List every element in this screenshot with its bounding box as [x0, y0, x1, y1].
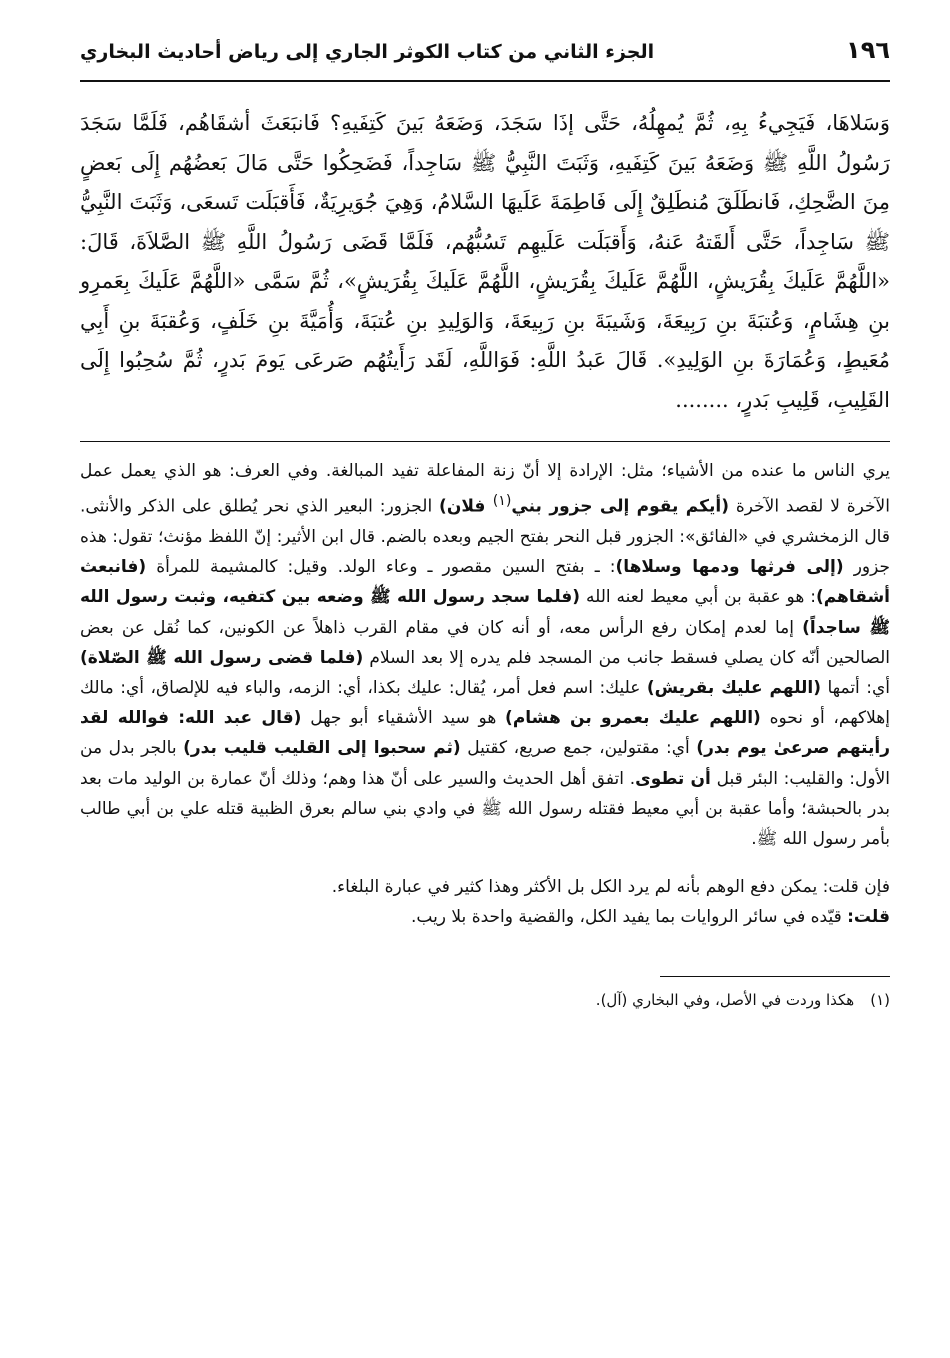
footnote-number: (١) [870, 991, 890, 1010]
footnote [80, 987, 890, 1013]
quoted-phrase: فلان) [439, 496, 493, 517]
quoted-phrase: (إلى فرثها ودمها وسلاها) [615, 557, 844, 578]
question-answer [80, 872, 890, 932]
hadith-text: وَسَلاهَا، فَيَجِيءُ بِهِ، ثُمَّ يُمهِلُهُ، حَتَّى إذَا سَجَدَ، وَضَعَهُ بَينَ كَتِفَيهِ؟ فَانبَعَثَ أشقَاهُم، فَلَمَّا سَجَدَ رَسُولُ اللَّهِ ﷺ وَضَعَهُ بَينَ كَتِفَيهِ، وَثَبَتَ النَّبِيُّ ﷺ سَاجِداً، فَضَحِكُوا حَتَّى مَالَ بَعضُهُم إِلَى بَعضٍ مِنَ الضَّحِكِ، فَانطَلَقَ مُنطَلِقٌ إِلَى فَاطِمَةَ عَلَيهَا السَّلامُ، وَهِيَ جُوَيرِيَةٌ، فَأَقبَلَت تَسعَى، وَثَبَتَ النَّبِيُّ ﷺ سَاجِداً، حَتَّى أَلقَتهُ عَنهُ، وَأَقبَلَت عَلَيهِم تَسُبُّهُم، فَلَمَّا قَضَى رَسُولُ اللَّهِ ﷺ الصَّلاَةَ، قَالَ: «اللَّهُمَّ عَلَيكَ بِقُرَيشٍ، اللَّهُمَّ عَلَيكَ بِقُرَيشٍ، اللَّهُمَّ عَلَيكَ بِقُرَيشٍ»، ثُمَّ سَمَّى «اللَّهُمَّ عَلَيكَ بِعَمرِو بنِ هِشَامٍ، وَعُتبَةَ بنِ رَبِيعَةَ، وَشَيبَةَ بنِ رَبِيعَةَ، وَالوَلِيدِ بنِ عُتبَةَ، وَأُمَيَّةَ بنِ خَلَفٍ، وَعُقبَةَ بنِ أَبِي مُعَيطٍ، وَعُمَارَةَ بنِ الوَلِيدِ». قَالَ عَبدُ اللَّهِ: فَوَاللَّهِ، لَقَد رَأَيتُهُم صَرعَى يَومَ بَدرٍ، ثُمَّ سُحِبُوا إِلَى القَلِيبِ، قَلِيبِ بَدرٍ، ........ [80, 111, 890, 412]
footnote-marker: (١) [492, 493, 512, 510]
book-page [80, 36, 890, 1336]
commentary-paragraph [80, 456, 890, 854]
commentary-text: الجزور: البعير الذي نحر يُطلق على الذكر والأنثى. قال الزمخشري في «الفائق»: الجزور قبل النحر بفتح الجيم وبعده بالضم. قال ابن الأثير: إنّ اللفظ مؤنث؛ تقول: هذه جزور [80, 496, 891, 578]
quoted-phrase: (أيكم يقوم إلى جزور بني [511, 496, 729, 517]
answer-text: قيّده في سائر الروايات بما يفيد الكل، والقضية واحدة بلا ريب. [410, 907, 848, 928]
commentary-text: عليك: اسم فعل أمر، يُقال: عليك بكذا، أي: الزمه، والباء فيه للإلصاق، أي: مالك إهلاكهم، أو نحوه [80, 678, 890, 729]
commentary-text: بالجر بدل من الأول: والقليب: البئر قبل [80, 738, 890, 789]
quoted-phrase: (قال عبد الله: فوالله لقد رأيتهم صرعىٰ يوم بدر) [80, 708, 890, 759]
commentary-text: يري الناس ما عنده من الأشياء؛ مثل: الإرادة إلا أنّ زنة المفاعلة تفيد المبالغة. وفي العرف: هو الذي يعمل عمل الآخرة لا لقصد الآخرة [80, 461, 890, 517]
footnote-separator [660, 976, 890, 977]
quoted-phrase: أن تطوى [635, 768, 711, 789]
question-text: : يمكن دفع الوهم بأنه لم يرد الكل بل الأكثر وهذا كثير في عبارة البلغاء. [331, 877, 829, 898]
question-label: فإن قلت [828, 877, 890, 898]
quoted-phrase: (اللهم عليك بعمرو بن هشام) [505, 708, 761, 729]
quoted-phrase: (اللهم عليك بقريش) [646, 678, 822, 699]
commentary-text: هو سيد الأشقياء أبو جهل [301, 708, 506, 729]
commentary-text: : ـ بفتح السين مقصور ـ وعاء الولد. وقيل: كالمشيمة للمرأة [146, 557, 616, 578]
page-number: ١٩٦ [846, 36, 890, 64]
commentary-text: أي: أتمها [821, 678, 890, 699]
quoted-phrase: (ثم سحبوا إلى القليب قليب بدر) [183, 738, 461, 759]
running-title: الجزء الثاني من كتاب الكوثر الجاري إلى رياض أحاديث البخاري [80, 41, 655, 63]
page-header [80, 36, 890, 82]
commentary-text: : هو عقبة بن أبي معيط لعنه الله [580, 587, 816, 608]
text-separator [80, 441, 890, 442]
commentary-text: أي: مقتولين، جمع صريع، كقتيل [460, 738, 697, 759]
commentary-text: . اتفق أهل الحديث والسير على أنّ هذا وهم؛ وذلك أنّ عمارة بن الوليد مات بعد بدر بالحبشة؛ وأما عقبة بن أبي معيط فقتله رسول الله ﷺ في وادي بني سالم بعرق الظبية قتله علي بن أبي طالب بأمر رسول الله ﷺ. [80, 768, 890, 850]
commentary-text: إما لعدم إمكان رفع الرأس معه، أو أنه كان في مقام القرب ذاهلاً عن الكونين، كما نُقل عن بعض الصالحين أنّه كان يصلي فسقط جانب من المسجد فلم يدره إلا بعد السلام [80, 617, 890, 668]
footnote-text: هكذا وردت في الأصل، وفي البخاري (آل). [595, 991, 855, 1010]
quoted-phrase: (فلما سجد رسول الله ﷺ وضعه بين كتفيه، وثبت رسول الله ﷺ ساجداً) [80, 587, 890, 638]
quoted-phrase: (فانبعث أشقاهم) [80, 557, 890, 608]
quoted-phrase: (فلما قضى رسول الله ﷺ الصّلاة) [80, 647, 364, 668]
answer-label: قلت: [847, 907, 890, 928]
